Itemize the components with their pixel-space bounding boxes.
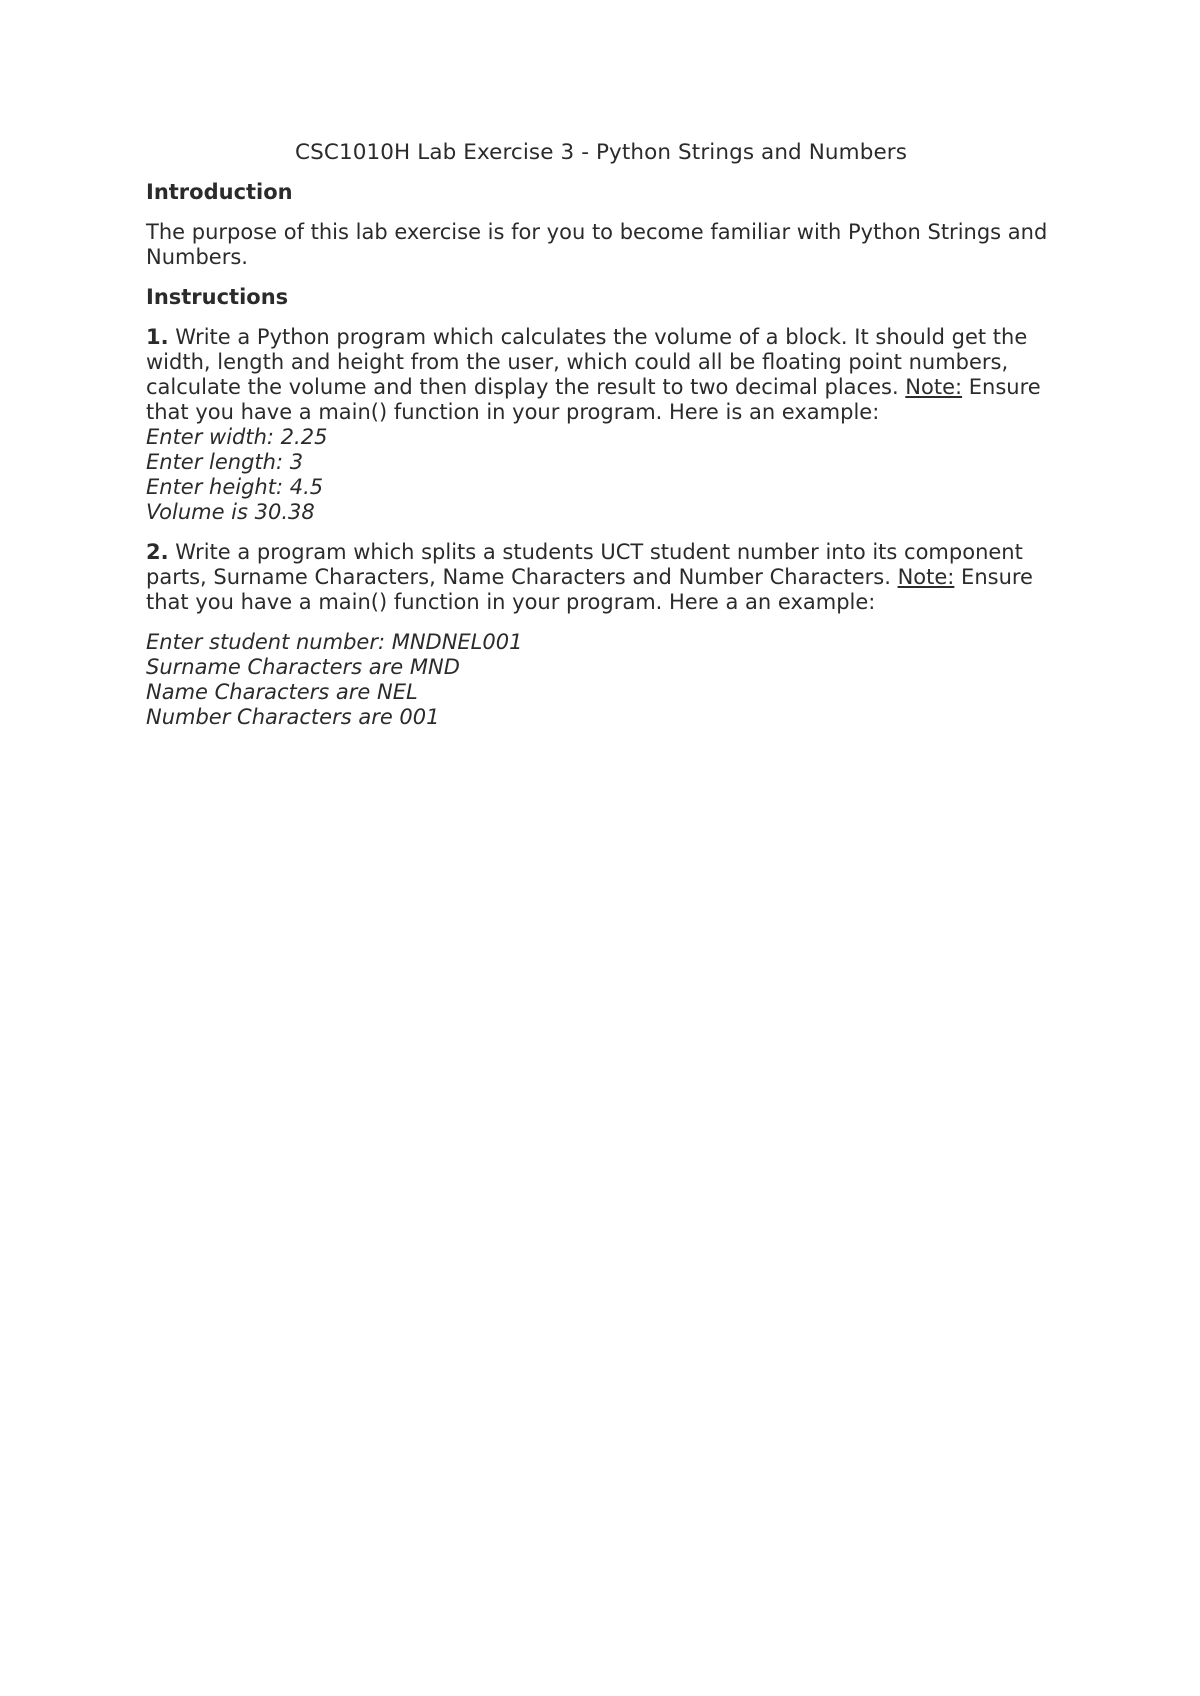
example-line: Enter student number: MNDNEL001 — [146, 630, 523, 654]
introduction-heading: Introduction — [146, 180, 293, 204]
example-line: Enter length: 3 — [146, 450, 304, 474]
instruction-item-1 — [146, 325, 1056, 525]
instruction-item-2 — [146, 540, 1056, 615]
document-page — [146, 140, 1056, 745]
instruction-text-after-note: Ensure that you have a main() function in your program. Here is an example: — [146, 375, 1041, 424]
instruction-text: Write a Python program which calculates the volume of a block. It should get the width, length and height from the user, which could all be floating point numbers, calculate the volume and then display the result to two decimal places. — [146, 325, 1028, 399]
instruction-text: Write a program which splits a students UCT student number into its component parts, Surname Characters, Name Characters and Number Characters. — [146, 540, 1023, 589]
note-label: Note: — [905, 375, 963, 399]
example-line: Number Characters are 001 — [146, 705, 440, 729]
instruction-number: 2. — [146, 540, 169, 564]
example-line: Surname Characters are MND — [146, 655, 460, 679]
note-label: Note: — [897, 565, 955, 589]
example-line: Volume is 30.38 — [146, 500, 315, 524]
introduction-text: The purpose of this lab exercise is for you to become familiar with Python Strings and Numbers. — [146, 220, 1048, 269]
document-title: CSC1010H Lab Exercise 3 - Python Strings and Numbers — [294, 140, 908, 165]
example-block-2 — [146, 630, 1056, 730]
example-line: Enter height: 4.5 — [146, 475, 324, 499]
instructions-heading: Instructions — [146, 285, 289, 309]
instruction-text-after-note: Ensure that you have a main() function in your program. Here a an example: — [146, 565, 1033, 614]
example-line: Enter width: 2.25 — [146, 425, 328, 449]
example-line: Name Characters are NEL — [146, 680, 418, 704]
instruction-number: 1. — [146, 325, 169, 349]
